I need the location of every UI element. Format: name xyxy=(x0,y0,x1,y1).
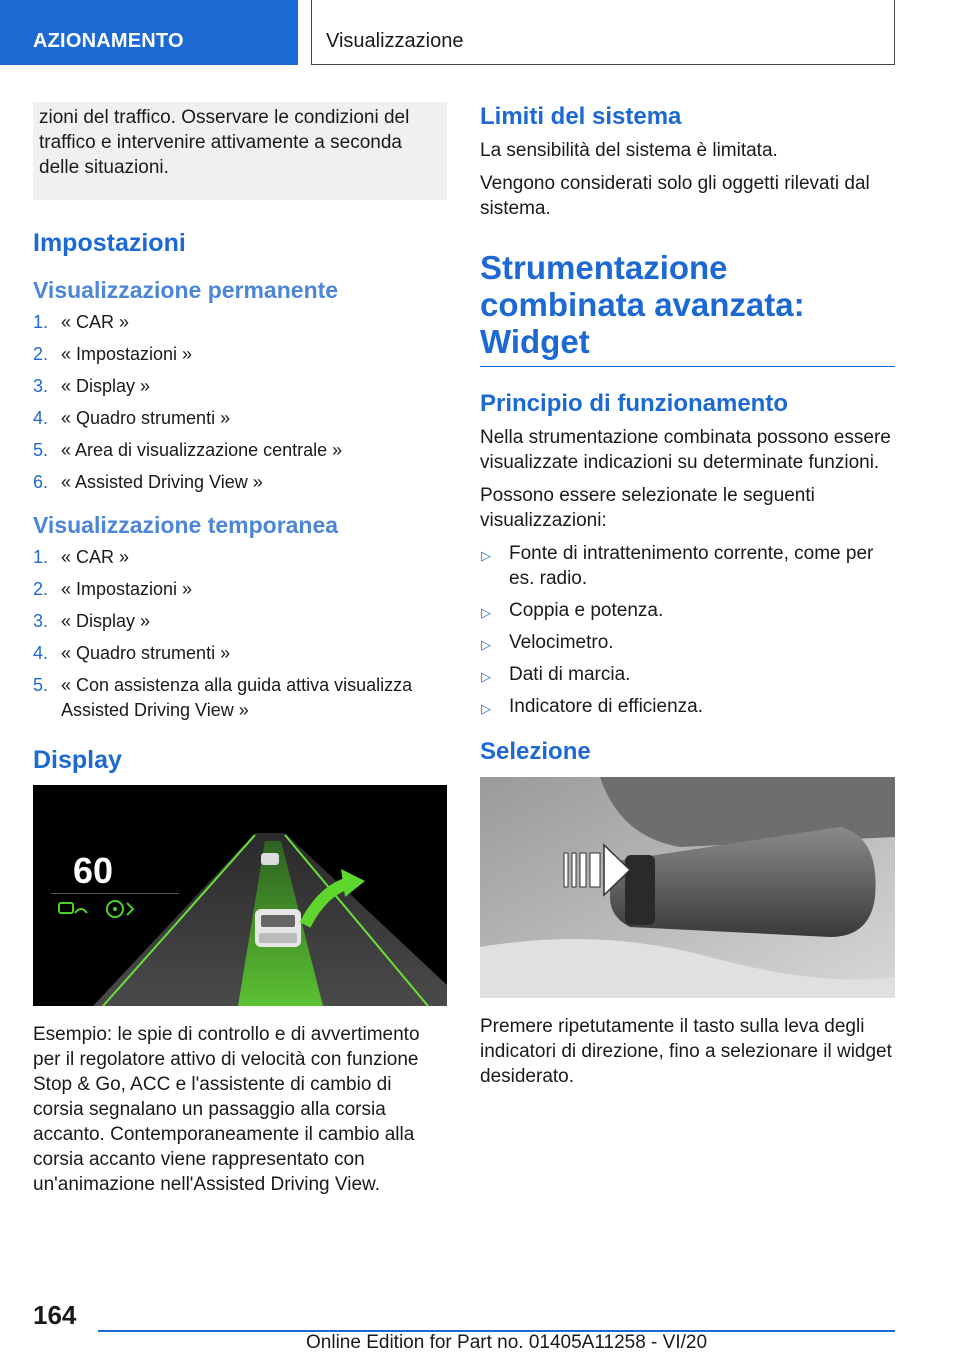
list-item: ▷ Fonte di intrattenimento corrente, come per es. radio. xyxy=(481,543,874,589)
header-title-label: Visualizzazione xyxy=(326,30,464,52)
speed-readout: 60 xyxy=(73,850,114,891)
widget-options-list xyxy=(480,541,895,719)
permanent-display-heading: Visualizzazione permanente xyxy=(33,277,339,303)
triangle-bullet-icon: ▷ xyxy=(481,637,491,652)
cluster-illustration xyxy=(33,785,447,1006)
page-number: 164 xyxy=(33,1300,77,1330)
selection-heading: Selezione xyxy=(480,738,591,765)
display-caption: Esempio: le spie di controllo e di avvertimento per il regolatore attivo di velocità con funzione Stop & Go, ACC e l'assistente di cambio di corsia segnalano un passaggio alla corsia accanto. Contemporaneamente il cambio alla corsia accanto viene rappresentato con un'animazione nell'Assisted Driving View. xyxy=(33,1024,420,1195)
list-item: 2. « Impostazioni » xyxy=(33,579,193,599)
temporary-display-heading: Visualizzazione temporanea xyxy=(33,512,339,538)
assisted-driving-view-image xyxy=(33,785,447,1006)
lever-illustration xyxy=(480,777,895,998)
principle-text-1: Nella strumentazione combinata possono essere visualizzate indicazioni su determinate funzioni. xyxy=(480,427,891,473)
temporary-steps-list xyxy=(33,545,447,723)
right-column xyxy=(480,102,895,1097)
principle-heading: Principio di funzionamento xyxy=(480,390,788,417)
list-item: 3. « Display » xyxy=(33,611,151,631)
list-item: 5. « Area di visualizzazione centrale » xyxy=(33,440,343,460)
permanent-steps-list xyxy=(33,310,447,495)
list-item: 3. « Display » xyxy=(33,376,151,396)
list-item: ▷ Indicatore di efficienza. xyxy=(480,694,895,719)
header-section-label: AZIONAMENTO xyxy=(33,30,184,52)
turn-signal-lever-image xyxy=(480,777,895,998)
selection-caption: Premere ripetutamente il tasto sulla leva degli indicatori di direzione, fino a selezionare il widget desiderato. xyxy=(480,1016,892,1087)
widget-section-heading: Strumentazione combinata avanzata: Widget xyxy=(480,249,895,367)
footer-edition: Online Edition for Part no. 01405A11258 - VI/20 xyxy=(306,1332,708,1353)
list-item: 2. « Impostazioni » xyxy=(33,344,193,364)
principle-text-2: Possono essere selezionate le seguenti visualizzazioni: xyxy=(480,485,815,531)
system-limits-text-1: La sensibilità del sistema è limitata. xyxy=(480,140,778,161)
note-text: zioni del traffico. Osservare le condizioni del traffico e intervenire attivamente a seconda delle situazioni. xyxy=(39,107,410,178)
system-limits-text-2: Vengono considerati solo gli oggetti rilevati dal sistema. xyxy=(480,173,870,219)
list-item: 5. « Con assistenza alla guida attiva visualizza Assisted Driving View » xyxy=(33,675,413,720)
list-item: 1. « CAR » xyxy=(33,547,130,567)
display-heading: Display xyxy=(33,746,122,774)
list-item: ▷ Velocimetro. xyxy=(480,630,895,655)
system-limits-heading: Limiti del sistema xyxy=(480,103,682,130)
list-item: ▷ Coppia e potenza. xyxy=(480,598,895,623)
triangle-bullet-icon: ▷ xyxy=(481,548,491,563)
list-item: 1. « CAR » xyxy=(33,312,130,332)
list-item: 4. « Quadro strumenti » xyxy=(33,408,231,428)
list-item: 6. « Assisted Driving View » xyxy=(33,472,263,492)
triangle-bullet-icon: ▷ xyxy=(481,669,491,684)
left-column xyxy=(33,102,447,1205)
note-box xyxy=(33,102,447,200)
triangle-bullet-icon: ▷ xyxy=(481,605,491,620)
header-title-box xyxy=(311,0,895,65)
triangle-bullet-icon: ▷ xyxy=(481,701,491,716)
list-item: 4. « Quadro strumenti » xyxy=(33,643,231,663)
list-item: ▷ Dati di marcia. xyxy=(480,662,895,687)
impostazioni-heading: Impostazioni xyxy=(33,229,186,257)
header-section-tab xyxy=(0,0,298,65)
